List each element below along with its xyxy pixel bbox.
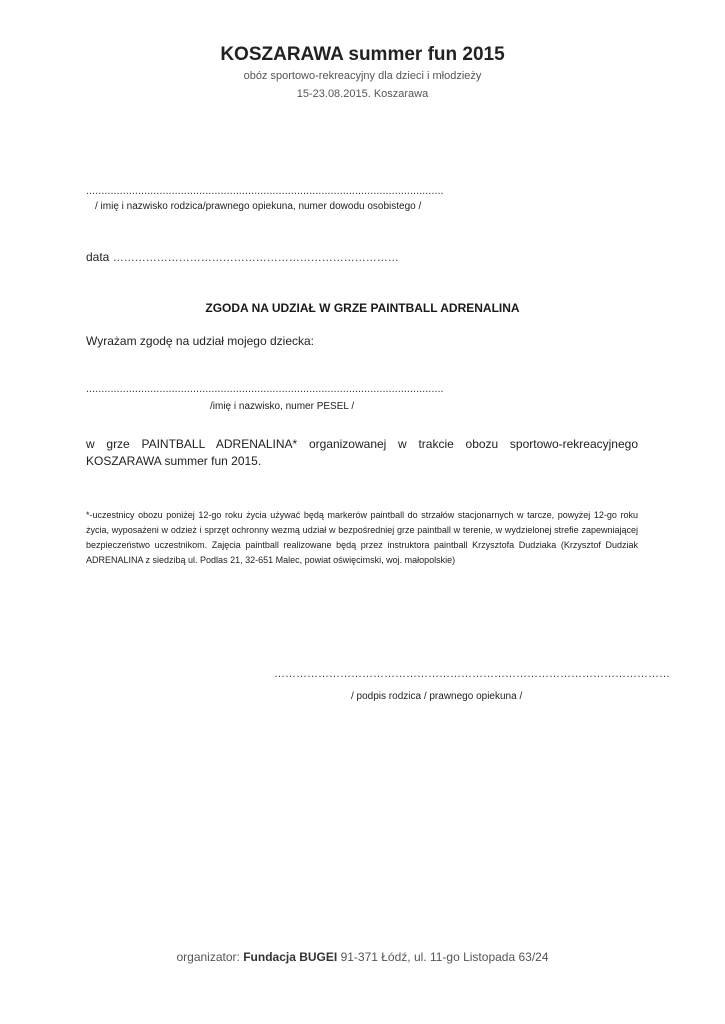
parent-name-label: / imię i nazwisko rodzica/prawnego opiekuna, numer dowodu osobistego / — [95, 201, 422, 212]
document-title: KOSZARAWA summer fun 2015 — [220, 44, 505, 65]
signature-label: / podpis rodzica / prawnego opiekuna / — [351, 691, 523, 702]
consent-intro: Wyrażam zgodę na udział mojego dziecka: — [86, 334, 315, 348]
footer-address: 91-371 Łódź, ul. 11-go Listopada 63/24 — [340, 950, 549, 964]
document-dates: 15-23.08.2015. Koszarawa — [296, 88, 429, 100]
consent-body: w grze PAINTBALL ADRENALINA* organizowanej w trakcie obozu sportowo-rekreacyjnego KOSZARAWA summer fun 2015. — [86, 437, 638, 468]
footer-org: Fundacja BUGEI — [243, 950, 338, 964]
consent-heading: ZGODA NA UDZIAŁ W GRZE PAINTBALL ADRENALINA — [205, 301, 520, 315]
date-field — [86, 250, 399, 264]
document-subtitle: obóz sportowo-rekreacyjny dla dzieci i młodzieży — [243, 70, 482, 82]
consent-footnote: *-uczestnicy obozu poniżej 12-go roku życia używać będą markerów paintball do strzałów stacjonarnych w tarcze, powyżej 12-go roku życia, wyposażeni w odzież i sprzęt ochronny wezmą udział w bezpośredniej grze paintball w terenie, w wydzielonej strefie zapewniającej bezpieczeństwo uczestnikom. Zajęcia paintball realizowane będą przez instruktora paintball Krzysztofa Dudziaka (Krzysztof Dudziak ADRENALINA z siedzibą ul. Podlas 21, 32-651 Malec, powiat oświęcimski, woj. małopolskie) — [86, 510, 638, 565]
parent-name-line: ..................................................................................................................... — [86, 185, 444, 197]
signature-line: ……………………………………………………………………………………………… — [274, 668, 670, 680]
child-name-line: ..................................................................................................................... — [86, 383, 444, 395]
footer — [0, 950, 725, 964]
date-label: data — [86, 250, 110, 264]
date-line: …………………………………………………………………… — [112, 252, 399, 264]
child-name-label: /imię i nazwisko, numer PESEL / — [210, 401, 355, 412]
footer-prefix: organizator: — [176, 950, 240, 964]
